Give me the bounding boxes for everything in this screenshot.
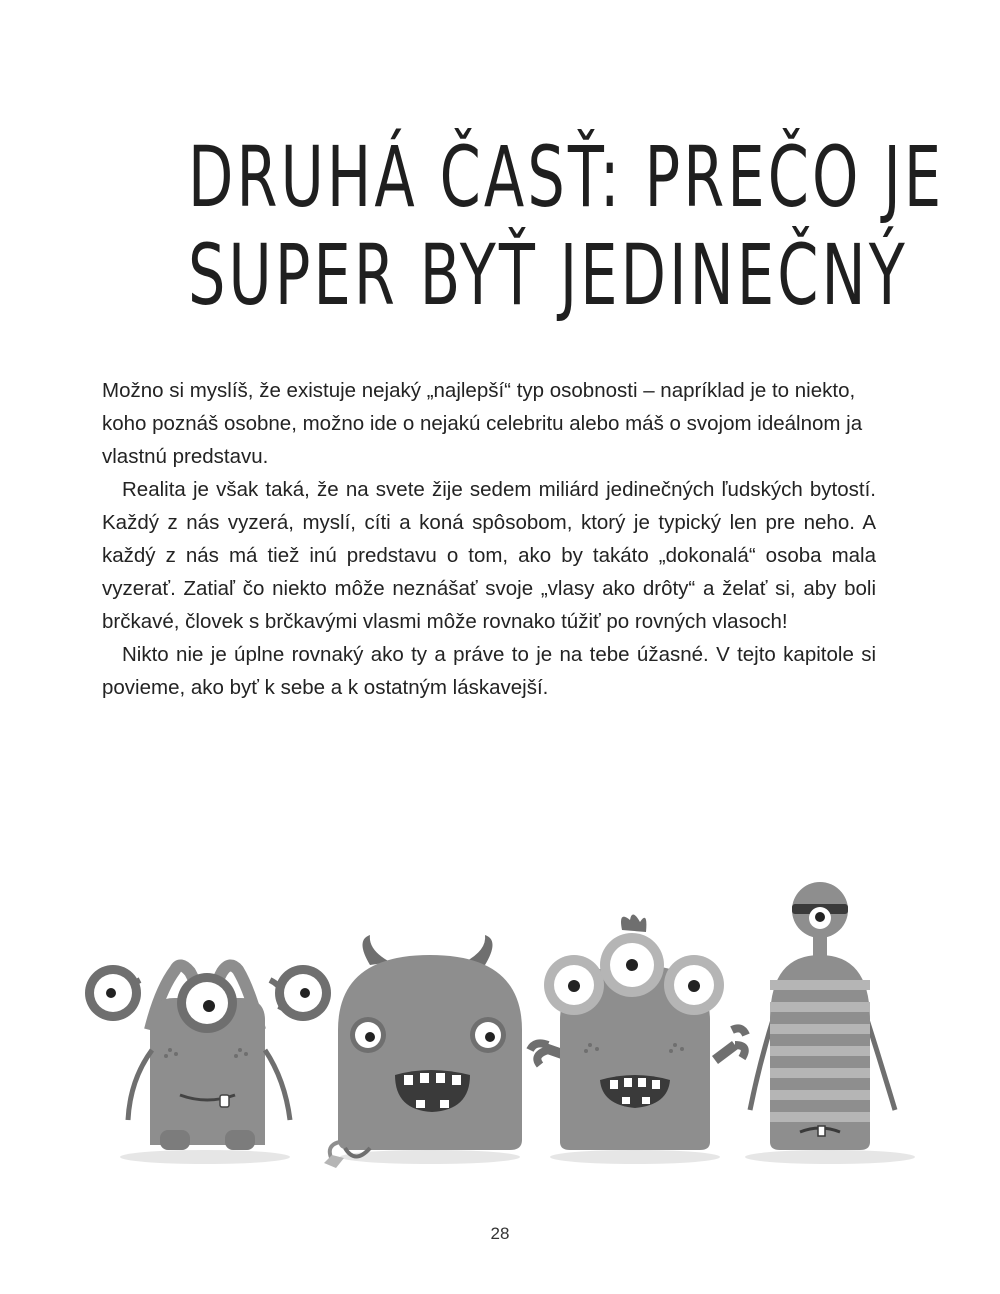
monster-horned (324, 935, 522, 1168)
monsters-illustration (70, 880, 930, 1180)
body-text (102, 374, 876, 704)
paragraph-1: Možno si myslíš, že existuje nejaký „najlepší“ typ osobnosti – napríklad je to niekto, koho poznáš osobne, možno ide o nejakú celebritu alebo máš o svojom ideálnom ja vlastnú predstavu. (102, 379, 863, 468)
ground-shadows (120, 1150, 915, 1164)
chapter-title (188, 128, 945, 324)
monster-striped-cyclops (750, 882, 895, 1150)
page-number: 28 (490, 1224, 510, 1243)
monster-three-eyes (530, 914, 746, 1150)
paragraph-2: Realita je však taká, že na svete žije sedem miliárd jedinečných ľudských bytostí. Každý z nás vyzerá, myslí, cíti a koná spôsobom, ktorý je typický len pre neho. A každý z nás má tiež inú predstavu o tom, ako by takáto „dokonalá“ osoba mala vyzerať. Zatiaľ čo niekto môže neznášať svoje „vlasy ako drôty“ a želať si, aby boli brčkavé, človek s brčkavými vlasmi môže rovnako túžiť po rovných vlasoch! (102, 478, 876, 633)
chapter-title-line-1: DRUHÁ ČASŤ: PREČO JE (188, 128, 945, 226)
paragraph-3: Nikto nie je úplne rovnaký ako ty a práve to je na tebe úžasné. V tejto kapitole si povieme, ako byť k sebe a k ostatným láskavejší. (102, 643, 876, 699)
monster-stalk-eyes (85, 965, 331, 1150)
chapter-title-line-2: SUPER BYŤ JEDINEČNÝ (188, 226, 908, 324)
